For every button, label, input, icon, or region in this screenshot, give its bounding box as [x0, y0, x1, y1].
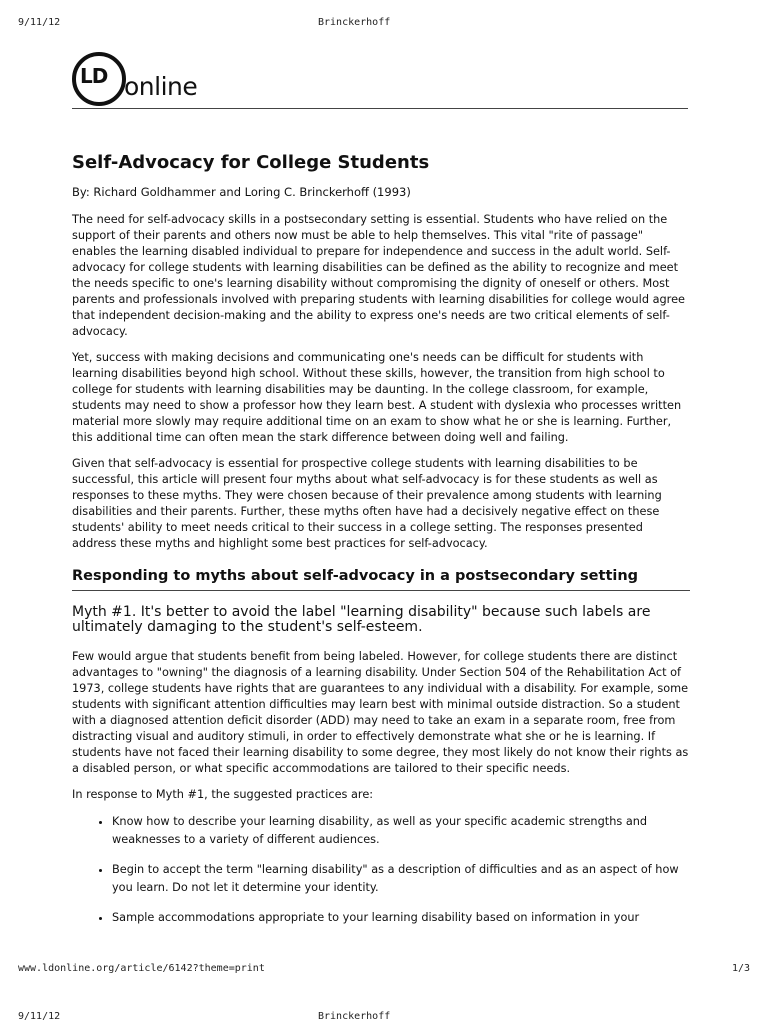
section-heading: Responding to myths about self-advocacy in a postsecondary setting	[72, 568, 690, 591]
paragraph-1: The need for self-advocacy skills in a postsecondary setting is essential. Students who have relied on the support of their parents and others now must be able to help themselves. This vital "rite of passage" enables the learning disabled individual to prepare for independence and success in the adult world. Self-advocacy for college students with learning disabilities can be defined as the ability to recognize and meet the needs specific to one's learning disability without compromising the dignity of oneself or others. Most parents and professionals involved with preparing students with learning disabilities for college would agree that independent decision-making and the ability to express one's needs are two critical elements of self-advocacy.	[72, 213, 685, 338]
paragraph-3: Given that self-advocacy is essential for prospective college students with learning disabilities to be successful, this article will present four myths about what self-advocacy is for these students as well as responses to these myths. They were chosen because of their prevalence among students with learning disabilities and their parents. Further, these myths often have had a decisively negative effect on these students' ability to meet needs critical to their success in a college setting. The responses presented address these myths and highlight some best practices for self-advocacy.	[72, 457, 662, 550]
myth-1-heading: Myth #1. It's better to avoid the label "learning disability" because such labels are ultimately damaging to the student's self-esteem.	[72, 604, 651, 635]
myth-1-paragraph: Few would argue that students benefit from being labeled. However, for college students there are distinct advantages to "owning" the diagnosis of a learning disability. Under Section 504 of the Rehabilitation Act of 1973, college students have rights that are guarantees to any individual with a disability. For example, some students with significant attention difficulties may learn best with minimal outside distraction. So a student with a diagnosed attention deficit disorder (ADD) may need to take an exam in a separate room, free from distracting visual and auditory stimuli, in order to effectively demonstrate what she or he is learning. If students have not faced their learning disability to some degree, they most likely do not know their rights as a disabled person, or what specific accommodations are tailored to their specific needs.	[72, 650, 689, 775]
article-title: Self-Advocacy for College Students	[72, 152, 430, 173]
next-page-date: 9/11/12	[18, 1011, 61, 1022]
print-date: 9/11/12	[18, 17, 61, 28]
logo-wordmark: online	[124, 72, 198, 101]
print-title: Brinckerhoff	[318, 17, 391, 28]
header-divider	[72, 108, 688, 109]
myth-1-intro: In response to Myth #1, the suggested practices are:	[72, 788, 374, 801]
article	[72, 152, 690, 939]
practices-list	[72, 813, 690, 927]
list-item: • Sample accommodations appropriate to your learning disability based on information in your	[112, 909, 690, 927]
list-item: • Know how to describe your learning disability, as well as your specific academic strengths and weaknesses to a variety of different audiences.	[112, 813, 690, 849]
print-url[interactable]: www.ldonline.org/article/6142?theme=print	[18, 963, 265, 974]
logo-mark: LD	[80, 64, 108, 88]
list-item: • Begin to accept the term "learning disability" as a description of difficulties and as an aspect of how you learn. Do not let it determine your identity.	[112, 861, 690, 897]
next-page-title: Brinckerhoff	[318, 1011, 391, 1022]
article-byline: By: Richard Goldhammer and Loring C. Brinckerhoff (1993)	[72, 185, 411, 199]
paragraph-2: Yet, success with making decisions and communicating one's needs can be difficult for students with learning disabilities beyond high school. Without these skills, however, the transition from high school to college for students with learning disabilities may be daunting. In the college classroom, for example, students may need to show a professor how they learn best. A student with dyslexia who processes written material more slowly may require additional time on an exam to show what he or she is learning. Further, this additional time can often mean the stark difference between doing well and failing.	[72, 351, 682, 444]
page-number: 1/3	[731, 963, 750, 974]
ldonline-logo[interactable]	[72, 52, 212, 106]
